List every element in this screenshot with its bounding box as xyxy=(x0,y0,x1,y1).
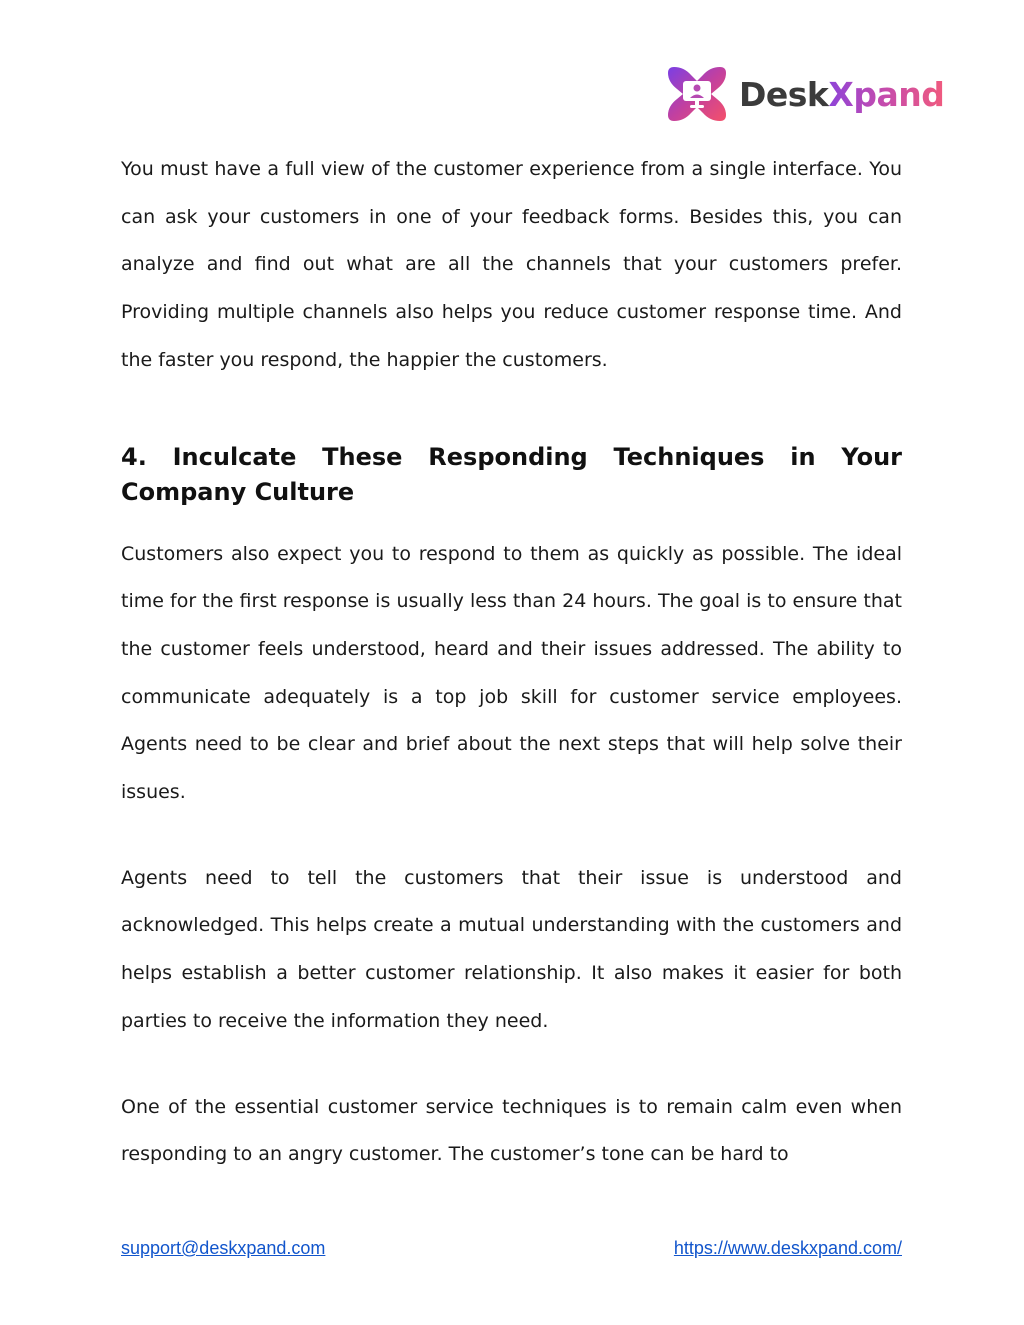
document-body xyxy=(121,146,902,1179)
page-footer xyxy=(121,1238,902,1259)
brand-logo xyxy=(664,60,944,128)
section-heading: 4. Inculcate These Responding Techniques in Your Company Culture xyxy=(121,442,902,506)
logo-text-xpand: Xpand xyxy=(828,74,945,114)
support-email-link[interactable]: support@deskxpand.com xyxy=(121,1238,326,1258)
logo-text-desk: Desk xyxy=(739,74,829,114)
paragraph-omnichannel: You must have a full view of the customer experience from a single interface. You can ask your customers in one of your feedback forms. Besides this, you can analyze and find out what are all the channels that your customers prefer. Providing multiple channels also helps you reduce customer response time. And the faster you respond, the happier the customers. xyxy=(121,158,902,371)
logo-wordmark xyxy=(739,75,944,114)
monitor-user-icon xyxy=(664,61,730,127)
website-link[interactable]: https://www.deskxpand.com/ xyxy=(673,1238,902,1258)
paragraph-response-time: Customers also expect you to respond to them as quickly as possible. The ideal time for the first response is usually less than 24 hours. The goal is to ensure that the customer feels understood, heard and their issues addressed. The ability to communicate adequately is a top job skill for customer service employees. Agents need to be clear and brief about the next steps that will help solve their issues. xyxy=(121,542,902,804)
paragraph-acknowledge: Agents need to tell the customers that their issue is understood and acknowledged. This helps create a mutual understanding with the customers and helps establish a better customer relationship. It also makes it easier for both parties to receive the information they need. xyxy=(121,866,902,1032)
paragraph-remain-calm: One of the essential customer service techniques is to remain calm even when responding to an angry customer. The customer’s tone can be hard to xyxy=(121,1095,902,1166)
